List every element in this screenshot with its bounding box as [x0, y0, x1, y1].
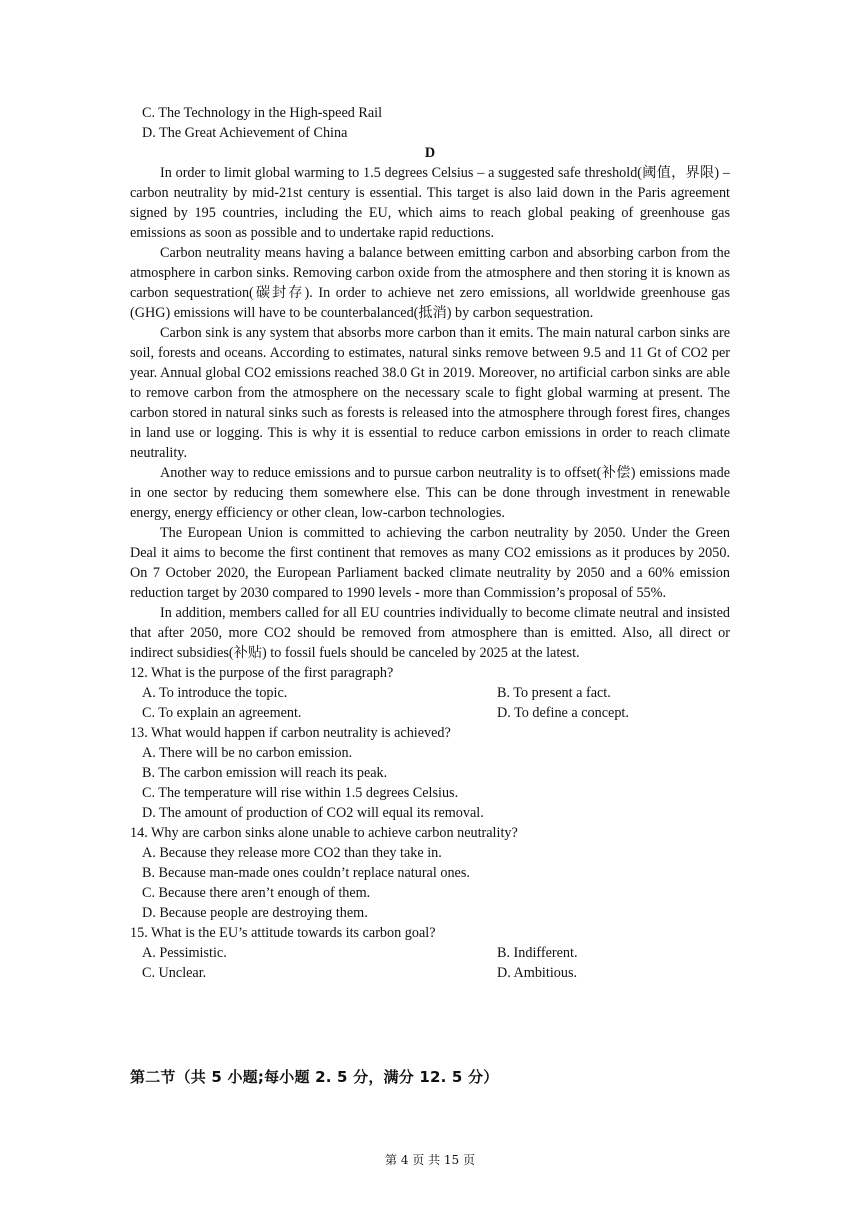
- passage-paragraph-5: The European Union is committed to achieving the carbon neutrality by 2050. Under the Green Deal it aims to become the first continent that removes as many CO2 emissions as it produces by 2050. On 7 October 2020, the European Parliament backed climate neutrality by 2050 and a 60% emission reduction target by 2030 compared to 1990 levels - more than Commission’s proposal of 55%.: [130, 525, 730, 601]
- question-14-option-a: A. Because they release more CO2 than they take in.: [142, 845, 442, 861]
- exam-page: [130, 103, 730, 983]
- question-15-options-row-2: [130, 963, 730, 983]
- page-footer: 第 4 页 共 15 页: [385, 1153, 475, 1167]
- section-heading: 第二节（共 5 小题;每小题 2. 5 分，满分 12. 5 分）: [130, 1068, 499, 1086]
- option-c-prev: C. The Technology in the High-speed Rail: [142, 105, 383, 121]
- question-13-option-c: C. The temperature will rise within 1.5 degrees Celsius.: [142, 785, 459, 801]
- question-15-options-row-1: [130, 943, 730, 963]
- question-14-option-c: C. Because there aren’t enough of them.: [142, 885, 371, 901]
- question-14-option-d: D. Because people are destroying them.: [142, 905, 368, 921]
- question-12-option-a: A. To introduce the topic.: [142, 685, 288, 701]
- question-12-options-row-2: [130, 703, 730, 723]
- question-14-option-b: B. Because man-made ones couldn’t replace natural ones.: [142, 865, 470, 881]
- passage-letter: D: [424, 145, 436, 161]
- question-12-stem: 12. What is the purpose of the first paragraph?: [130, 665, 394, 681]
- passage-paragraph-4: Another way to reduce emissions and to pursue carbon neutrality is to offset(补偿) emissions made in one sector by reducing them somewhere else. This can be done through investment in renewable energy, energy efficiency or other clean, low-carbon technologies.: [130, 465, 730, 521]
- question-15-option-d: D. Ambitious.: [497, 965, 578, 981]
- question-12-option-d: D. To define a concept.: [497, 705, 629, 721]
- question-15-option-a: A. Pessimistic.: [142, 945, 227, 961]
- question-15-option-b: B. Indifferent.: [497, 945, 578, 961]
- passage-paragraph-6: In addition, members called for all EU countries individually to become climate neutral and insisted that after 2050, more CO2 should be removed from atmosphere than is emitted. Also, all direct or indirect subsidies(补贴) to fossil fuels should be canceled by 2025 at the latest.: [130, 605, 730, 661]
- question-13-option-b: B. The carbon emission will reach its peak.: [142, 765, 388, 781]
- passage-paragraph-3: Carbon sink is any system that absorbs more carbon than it emits. The main natural carbon sinks are soil, forests and oceans. According to estimates, natural sinks remove between 9.5 and 11 Gt of CO2 per year. Annual global CO2 emissions reached 38.0 Gt in 2019. Moreover, no artificial carbon sinks are able to remove carbon from the atmosphere on the necessary scale to fight global warming at present. The carbon stored in natural sinks such as forests is released into the atmosphere through forest fires, changes in land use or logging. This is why it is essential to reduce carbon emissions in order to reach climate neutrality.: [130, 325, 730, 461]
- question-14-stem: 14. Why are carbon sinks alone unable to achieve carbon neutrality?: [130, 825, 518, 841]
- question-12-option-c: C. To explain an agreement.: [142, 705, 302, 721]
- question-12-option-b: B. To present a fact.: [497, 685, 611, 701]
- option-d-prev: D. The Great Achievement of China: [142, 125, 348, 141]
- question-13-option-a: A. There will be no carbon emission.: [142, 745, 353, 761]
- passage-paragraph-1: In order to limit global warming to 1.5 degrees Celsius – a suggested safe threshold(阈值，界限) – carbon neutrality by mid-21st century is essential. This target is also laid down in the Paris agreement signed by 195 countries, including the EU, which aims to reach global peaking of greenhouse gas emissions as soon as possible and to undertake rapid reductions.: [130, 165, 730, 241]
- question-13-option-d: D. The amount of production of CO2 will equal its removal.: [142, 805, 484, 821]
- question-12-options-row-1: [130, 683, 730, 703]
- passage-paragraph-2: Carbon neutrality means having a balance between emitting carbon and absorbing carbon from the atmosphere in carbon sinks. Removing carbon oxide from the atmosphere and then storing it is known as carbon sequestration(碳封存). In order to achieve net zero emissions, all worldwide greenhouse gas (GHG) emissions will have to be counterbalanced(抵消) by carbon sequestration.: [130, 245, 730, 321]
- question-15-option-c: C. Unclear.: [142, 965, 207, 981]
- question-15-stem: 15. What is the EU’s attitude towards its carbon goal?: [130, 925, 436, 941]
- question-13-stem: 13. What would happen if carbon neutrality is achieved?: [130, 725, 451, 741]
